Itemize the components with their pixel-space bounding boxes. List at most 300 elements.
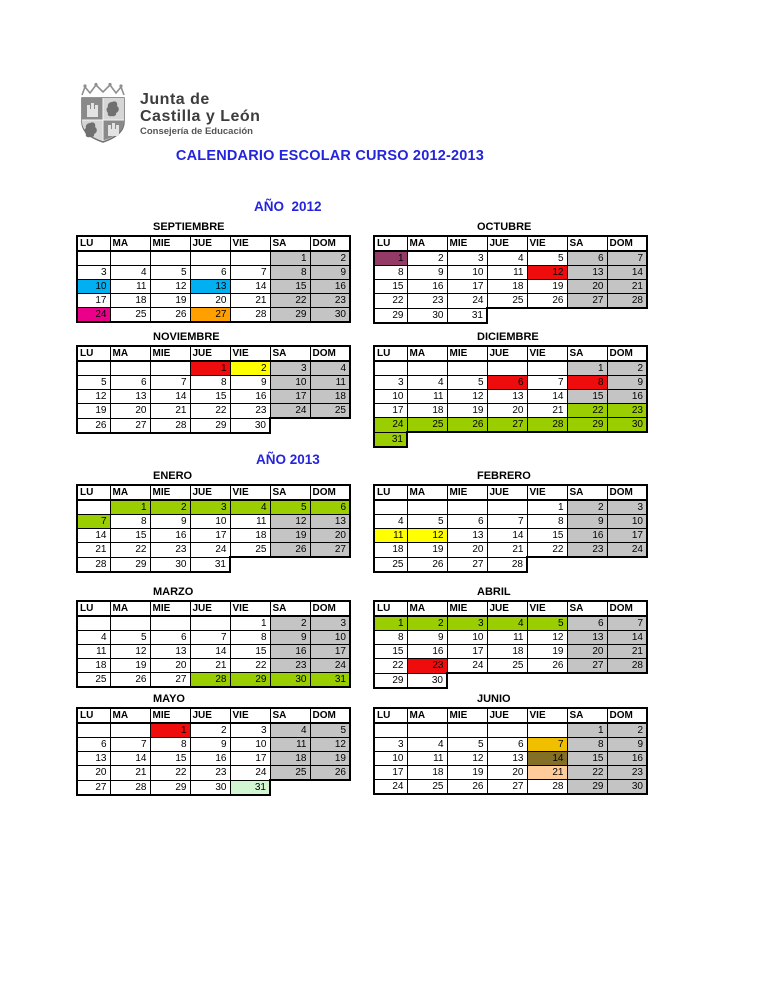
empty-area <box>607 308 647 323</box>
day-cell: 7 <box>527 738 567 752</box>
day-cell: 9 <box>230 376 270 390</box>
day-cell: 25 <box>487 659 527 674</box>
day-cell: 6 <box>447 515 487 529</box>
day-cell: 18 <box>230 529 270 543</box>
day-cell: 5 <box>527 616 567 631</box>
empty-area <box>310 780 350 795</box>
month-table <box>76 600 351 688</box>
day-cell: 25 <box>407 780 447 795</box>
month-label: JUNIO <box>477 693 511 705</box>
day-cell: 6 <box>77 738 110 752</box>
day-cell: 13 <box>310 515 350 529</box>
day-cell: 26 <box>407 557 447 572</box>
day-cell: 12 <box>447 752 487 766</box>
blank-cell <box>447 500 487 515</box>
day-cell: 8 <box>230 631 270 645</box>
day-cell: 1 <box>190 361 230 376</box>
day-cell: 4 <box>77 631 110 645</box>
day-cell: 30 <box>607 780 647 795</box>
month-label: ENERO <box>153 470 193 482</box>
day-cell: 6 <box>567 251 607 266</box>
weekday-header: DOM <box>607 236 647 251</box>
day-cell: 9 <box>407 631 447 645</box>
blank-cell <box>230 251 270 266</box>
day-cell: 12 <box>150 280 190 294</box>
weekday-header: MA <box>407 601 447 616</box>
blank-cell <box>150 616 190 631</box>
day-cell: 8 <box>527 515 567 529</box>
day-cell: 12 <box>527 631 567 645</box>
month-febrero <box>373 470 646 573</box>
blank-cell <box>487 361 527 376</box>
day-cell: 10 <box>77 280 110 294</box>
weekday-header: MIE <box>447 346 487 361</box>
day-cell: 26 <box>150 308 190 323</box>
month-table <box>76 707 351 796</box>
day-cell: 17 <box>190 529 230 543</box>
day-cell: 2 <box>607 723 647 738</box>
day-cell: 22 <box>150 766 190 781</box>
day-cell: 17 <box>447 280 487 294</box>
blank-cell <box>407 500 447 515</box>
day-cell: 8 <box>150 738 190 752</box>
empty-area <box>567 432 607 447</box>
day-cell: 23 <box>407 294 447 309</box>
weekday-header: JUE <box>487 601 527 616</box>
day-cell: 3 <box>77 266 110 280</box>
day-cell: 29 <box>270 308 310 323</box>
day-cell: 9 <box>607 738 647 752</box>
day-cell: 7 <box>110 738 150 752</box>
blank-cell <box>77 723 110 738</box>
day-cell: 17 <box>270 390 310 404</box>
day-cell: 28 <box>110 780 150 795</box>
empty-area <box>527 308 567 323</box>
day-cell: 28 <box>607 294 647 309</box>
day-cell: 26 <box>447 780 487 795</box>
day-cell: 20 <box>567 280 607 294</box>
day-cell: 13 <box>487 752 527 766</box>
day-cell: 11 <box>270 738 310 752</box>
day-cell: 23 <box>150 543 190 558</box>
day-cell: 21 <box>190 659 230 673</box>
weekday-header: JUE <box>487 236 527 251</box>
day-cell: 23 <box>310 294 350 308</box>
blank-cell <box>110 616 150 631</box>
day-cell: 17 <box>374 404 407 418</box>
weekday-header: VIE <box>230 601 270 616</box>
empty-area <box>487 308 527 323</box>
day-cell: 31 <box>190 557 230 572</box>
day-cell: 11 <box>407 390 447 404</box>
weekday-header: MIE <box>447 708 487 723</box>
day-cell: 14 <box>190 645 230 659</box>
month-noviembre <box>76 331 349 434</box>
empty-area <box>230 557 270 572</box>
day-cell: 22 <box>270 294 310 308</box>
day-cell: 14 <box>110 752 150 766</box>
weekday-header: DOM <box>310 236 350 251</box>
year-heading-2013: AÑO 2013 <box>256 452 320 467</box>
empty-area <box>567 557 607 572</box>
day-cell: 13 <box>150 645 190 659</box>
day-cell: 12 <box>527 266 567 280</box>
day-cell: 24 <box>374 780 407 795</box>
day-cell: 24 <box>447 294 487 309</box>
day-cell: 2 <box>567 500 607 515</box>
day-cell: 4 <box>487 251 527 266</box>
day-cell: 7 <box>487 515 527 529</box>
day-cell: 29 <box>374 673 407 688</box>
weekday-header: MIE <box>150 236 190 251</box>
day-cell: 4 <box>374 515 407 529</box>
day-cell: 23 <box>607 766 647 780</box>
weekday-header: VIE <box>527 346 567 361</box>
weekday-header: MA <box>407 708 447 723</box>
day-cell: 28 <box>230 308 270 323</box>
day-cell: 12 <box>447 390 487 404</box>
day-cell: 11 <box>230 515 270 529</box>
day-cell: 4 <box>407 376 447 390</box>
day-cell: 29 <box>190 418 230 433</box>
weekday-header: JUE <box>487 708 527 723</box>
day-cell: 18 <box>487 280 527 294</box>
day-cell: 25 <box>374 557 407 572</box>
weekday-header: JUE <box>190 601 230 616</box>
day-cell: 13 <box>567 266 607 280</box>
day-cell: 25 <box>487 294 527 309</box>
weekday-header: SA <box>270 485 310 500</box>
day-cell: 29 <box>150 780 190 795</box>
day-cell: 28 <box>190 673 230 688</box>
day-cell: 19 <box>77 404 110 419</box>
day-cell: 13 <box>190 280 230 294</box>
blank-cell <box>407 361 447 376</box>
month-marzo <box>76 586 349 688</box>
day-cell: 25 <box>270 766 310 781</box>
day-cell: 11 <box>310 376 350 390</box>
day-cell: 27 <box>190 308 230 323</box>
month-table <box>373 345 648 448</box>
day-cell: 3 <box>447 616 487 631</box>
day-cell: 27 <box>487 780 527 795</box>
day-cell: 3 <box>607 500 647 515</box>
day-cell: 8 <box>270 266 310 280</box>
day-cell: 29 <box>110 557 150 572</box>
day-cell: 7 <box>607 251 647 266</box>
weekday-header: LU <box>77 485 110 500</box>
day-cell: 15 <box>374 645 407 659</box>
blank-cell <box>527 723 567 738</box>
day-cell: 28 <box>150 418 190 433</box>
day-cell: 4 <box>110 266 150 280</box>
day-cell: 19 <box>270 529 310 543</box>
day-cell: 23 <box>407 659 447 674</box>
weekday-header: SA <box>567 346 607 361</box>
day-cell: 20 <box>487 766 527 780</box>
day-cell: 29 <box>567 780 607 795</box>
day-cell: 31 <box>310 673 350 688</box>
day-cell: 31 <box>230 780 270 795</box>
empty-area <box>527 432 567 447</box>
day-cell: 27 <box>77 780 110 795</box>
day-cell: 10 <box>374 390 407 404</box>
day-cell: 24 <box>77 308 110 323</box>
weekday-header: MIE <box>447 485 487 500</box>
day-cell: 3 <box>374 376 407 390</box>
day-cell: 2 <box>607 361 647 376</box>
day-cell: 20 <box>110 404 150 419</box>
day-cell: 15 <box>567 752 607 766</box>
day-cell: 27 <box>567 659 607 674</box>
day-cell: 2 <box>310 251 350 266</box>
weekday-header: DOM <box>310 601 350 616</box>
day-cell: 6 <box>110 376 150 390</box>
day-cell: 5 <box>310 723 350 738</box>
day-cell: 21 <box>527 766 567 780</box>
weekday-header: MA <box>407 346 447 361</box>
day-cell: 13 <box>487 390 527 404</box>
day-cell: 19 <box>447 766 487 780</box>
day-cell: 4 <box>310 361 350 376</box>
weekday-header: SA <box>567 236 607 251</box>
empty-area <box>407 432 447 447</box>
empty-area <box>447 432 487 447</box>
weekday-header: LU <box>374 708 407 723</box>
day-cell: 21 <box>527 404 567 418</box>
day-cell: 28 <box>527 780 567 795</box>
org-subtitle: Consejería de Educación <box>140 126 253 137</box>
weekday-header: SA <box>270 601 310 616</box>
day-cell: 20 <box>310 529 350 543</box>
day-cell: 13 <box>77 752 110 766</box>
day-cell: 27 <box>567 294 607 309</box>
empty-area <box>310 557 350 572</box>
day-cell: 30 <box>407 673 447 688</box>
day-cell: 1 <box>230 616 270 631</box>
day-cell: 29 <box>567 418 607 433</box>
weekday-header: VIE <box>230 346 270 361</box>
day-cell: 25 <box>407 418 447 433</box>
day-cell: 16 <box>407 280 447 294</box>
day-cell: 15 <box>190 390 230 404</box>
month-table <box>373 600 648 689</box>
weekday-header: JUE <box>487 346 527 361</box>
day-cell: 10 <box>270 376 310 390</box>
day-cell: 24 <box>310 659 350 673</box>
blank-cell <box>527 361 567 376</box>
weekday-header: DOM <box>310 485 350 500</box>
day-cell: 19 <box>447 404 487 418</box>
day-cell: 22 <box>230 659 270 673</box>
blank-cell <box>77 500 110 515</box>
day-cell: 18 <box>487 645 527 659</box>
day-cell: 9 <box>270 631 310 645</box>
blank-cell <box>374 723 407 738</box>
day-cell: 14 <box>150 390 190 404</box>
weekday-header: MIE <box>447 236 487 251</box>
day-cell: 8 <box>110 515 150 529</box>
empty-area <box>607 432 647 447</box>
day-cell: 5 <box>527 251 567 266</box>
day-cell: 23 <box>270 659 310 673</box>
empty-area <box>607 673 647 688</box>
day-cell: 22 <box>190 404 230 419</box>
month-table <box>76 345 351 434</box>
month-table <box>373 235 648 324</box>
year-heading-2012: AÑO 2012 <box>254 199 322 214</box>
day-cell: 9 <box>150 515 190 529</box>
weekday-header: DOM <box>607 601 647 616</box>
day-cell: 26 <box>447 418 487 433</box>
day-cell: 20 <box>150 659 190 673</box>
weekday-header: LU <box>374 236 407 251</box>
blank-cell <box>407 723 447 738</box>
day-cell: 12 <box>77 390 110 404</box>
org-name-line2: Castilla y León <box>140 108 261 125</box>
day-cell: 1 <box>567 361 607 376</box>
weekday-header: MIE <box>150 601 190 616</box>
day-cell: 24 <box>230 766 270 781</box>
weekday-header: MA <box>110 236 150 251</box>
weekday-header: DOM <box>310 708 350 723</box>
day-cell: 22 <box>374 294 407 309</box>
day-cell: 28 <box>487 557 527 572</box>
day-cell: 16 <box>607 390 647 404</box>
day-cell: 15 <box>567 390 607 404</box>
weekday-header: LU <box>374 346 407 361</box>
month-table <box>373 707 648 795</box>
day-cell: 15 <box>270 280 310 294</box>
month-diciembre <box>373 331 646 448</box>
day-cell: 30 <box>190 780 230 795</box>
day-cell: 10 <box>447 631 487 645</box>
day-cell: 18 <box>270 752 310 766</box>
day-cell: 12 <box>270 515 310 529</box>
day-cell: 5 <box>110 631 150 645</box>
day-cell: 11 <box>110 280 150 294</box>
day-cell: 27 <box>310 543 350 558</box>
day-cell: 29 <box>374 308 407 323</box>
weekday-header: LU <box>374 485 407 500</box>
day-cell: 14 <box>230 280 270 294</box>
day-cell: 15 <box>110 529 150 543</box>
day-cell: 9 <box>310 266 350 280</box>
day-cell: 2 <box>230 361 270 376</box>
day-cell: 20 <box>447 543 487 558</box>
day-cell: 16 <box>607 752 647 766</box>
day-cell: 18 <box>310 390 350 404</box>
blank-cell <box>447 361 487 376</box>
day-cell: 27 <box>110 418 150 433</box>
day-cell: 6 <box>567 616 607 631</box>
empty-area <box>527 673 567 688</box>
weekday-header: MIE <box>150 708 190 723</box>
day-cell: 30 <box>310 308 350 323</box>
day-cell: 27 <box>447 557 487 572</box>
day-cell: 3 <box>190 500 230 515</box>
day-cell: 19 <box>527 280 567 294</box>
day-cell: 26 <box>527 659 567 674</box>
weekday-header: VIE <box>230 708 270 723</box>
weekday-header: MIE <box>150 485 190 500</box>
day-cell: 14 <box>77 529 110 543</box>
day-cell: 10 <box>190 515 230 529</box>
day-cell: 30 <box>230 418 270 433</box>
day-cell: 14 <box>527 390 567 404</box>
day-cell: 4 <box>270 723 310 738</box>
weekday-header: VIE <box>527 485 567 500</box>
blank-cell <box>190 251 230 266</box>
day-cell: 8 <box>374 631 407 645</box>
day-cell: 6 <box>190 266 230 280</box>
day-cell: 21 <box>487 543 527 558</box>
weekday-header: MA <box>110 485 150 500</box>
month-label: MARZO <box>153 586 194 598</box>
day-cell: 28 <box>77 557 110 572</box>
day-cell: 15 <box>230 645 270 659</box>
weekday-header: DOM <box>310 346 350 361</box>
day-cell: 16 <box>310 280 350 294</box>
day-cell: 19 <box>310 752 350 766</box>
day-cell: 10 <box>230 738 270 752</box>
blank-cell <box>110 361 150 376</box>
day-cell: 26 <box>77 418 110 433</box>
weekday-header: DOM <box>607 708 647 723</box>
day-cell: 14 <box>607 631 647 645</box>
blank-cell <box>487 500 527 515</box>
day-cell: 25 <box>310 404 350 419</box>
month-label: SEPTIEMBRE <box>153 221 225 233</box>
header <box>74 82 260 144</box>
day-cell: 18 <box>110 294 150 308</box>
day-cell: 1 <box>110 500 150 515</box>
day-cell: 10 <box>374 752 407 766</box>
day-cell: 6 <box>310 500 350 515</box>
weekday-header: SA <box>270 708 310 723</box>
day-cell: 23 <box>230 404 270 419</box>
empty-area <box>487 673 527 688</box>
empty-area <box>270 418 310 433</box>
day-cell: 30 <box>270 673 310 688</box>
month-junio <box>373 693 646 795</box>
day-cell: 24 <box>190 543 230 558</box>
day-cell: 3 <box>447 251 487 266</box>
day-cell: 6 <box>150 631 190 645</box>
day-cell: 24 <box>270 404 310 419</box>
blank-cell <box>77 616 110 631</box>
day-cell: 2 <box>190 723 230 738</box>
day-cell: 25 <box>77 673 110 688</box>
day-cell: 21 <box>77 543 110 558</box>
day-cell: 24 <box>374 418 407 433</box>
day-cell: 27 <box>487 418 527 433</box>
day-cell: 11 <box>487 631 527 645</box>
day-cell: 17 <box>230 752 270 766</box>
weekday-header: SA <box>270 346 310 361</box>
day-cell: 1 <box>567 723 607 738</box>
weekday-header: MA <box>110 708 150 723</box>
day-cell: 3 <box>310 616 350 631</box>
day-cell: 18 <box>77 659 110 673</box>
day-cell: 6 <box>487 376 527 390</box>
day-cell: 30 <box>607 418 647 433</box>
weekday-header: JUE <box>190 346 230 361</box>
empty-area <box>567 308 607 323</box>
weekday-header: VIE <box>230 236 270 251</box>
day-cell: 20 <box>567 645 607 659</box>
month-label: OCTUBRE <box>477 221 532 233</box>
